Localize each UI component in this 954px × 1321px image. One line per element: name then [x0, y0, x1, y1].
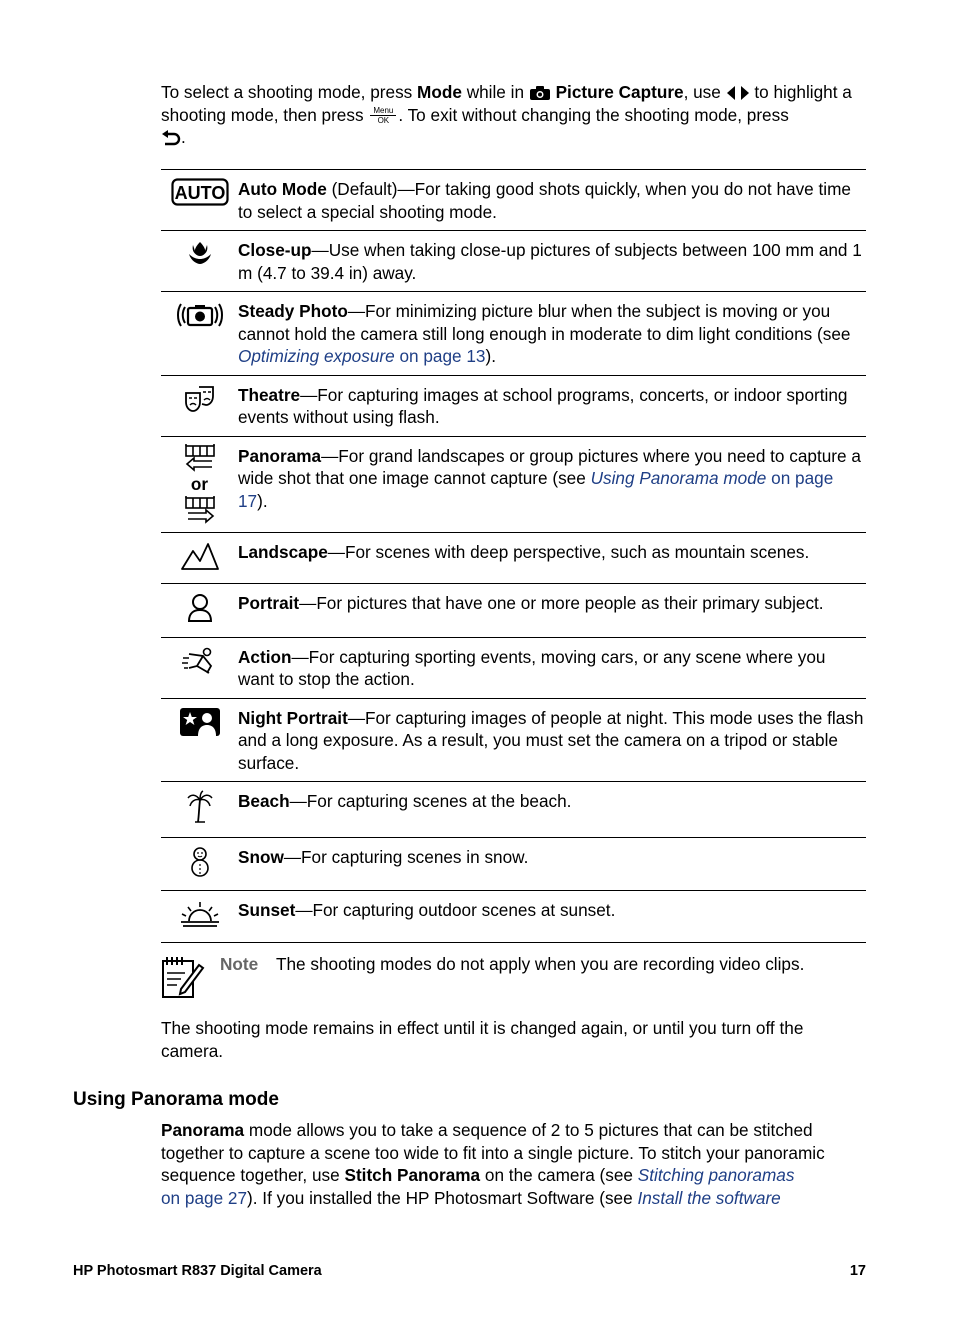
table-row: Close-up—Use when taking close-up pictures of subjects between 100 mm and 1 m (4.7 to 39.4 in) away. — [161, 231, 866, 292]
left-right-arrows-icon — [726, 85, 750, 101]
section-heading: Using Panorama mode — [73, 1089, 279, 1110]
table-row: Action—For capturing sporting events, moving cars, or any scene where you want to stop the action. — [161, 637, 866, 698]
footer-title: HP Photosmart R837 Digital Camera — [73, 1263, 322, 1279]
table-row: Portrait—For pictures that have one or more people as their primary subject. — [161, 584, 866, 638]
note-text: The shooting modes do not apply when you are recording video clips. — [276, 954, 805, 974]
table-row: Steady Photo—For minimizing picture blur when the subject is moving or you cannot hold the camera still long enough in moderate to dim light conditions (see Optimizing exposure on page 13). — [161, 292, 866, 376]
mode-button-label: Mode — [417, 82, 462, 102]
macro-icon — [185, 239, 215, 267]
section-paragraph: Panorama mode allows you to take a sequence of 2 to 5 pictures that can be stitched together to capture a scene too wide to fit into a single picture. To stitch your panoramic sequence together, use Stitch Panorama on the camera (see Stitching panoramas on page 27). If you installed the HP Photosmart Software (see Install the software — [161, 1120, 825, 1208]
picture-capture-label: Picture Capture — [555, 82, 684, 102]
menu-ok-icon: Menu OK — [370, 106, 396, 125]
table-row: Theatre—For capturing images at school programs, concerts, or indoor sporting events without using flash. — [161, 375, 866, 436]
beach-icon — [185, 790, 215, 824]
intro-paragraph: To select a shooting mode, press Mode while in Picture Capture, use to highlight a shooting mode, then press Menu OK . To exit without changing the shooting mode, press . — [161, 82, 852, 147]
table-row: or Panorama—For grand landscapes or group pictures where you need to capture a wide shot that one image cannot capture (see Using Panorama mode on page 17). — [161, 436, 866, 532]
table-row: Night Portrait—For capturing images of people at night. This mode uses the flash and a long exposure. As a result, you must set the camera on a tripod or stable surface. — [161, 698, 866, 782]
camera-icon — [529, 85, 551, 101]
body-paragraph: The shooting mode remains in effect until it is changed again, or until you turn off the camera. — [161, 1018, 804, 1061]
landscape-icon — [180, 541, 220, 571]
snow-icon — [188, 846, 212, 878]
install-software-link[interactable]: Install the software — [637, 1187, 781, 1208]
panorama-left-icon — [184, 443, 216, 473]
theatre-icon — [183, 384, 217, 414]
shooting-modes-table — [161, 169, 866, 943]
table-row: Landscape—For scenes with deep perspective, such as mountain scenes. — [161, 532, 866, 584]
back-arrow-icon — [161, 130, 181, 146]
auto-icon-text: AUTO — [174, 183, 225, 203]
stitching-panoramas-link[interactable]: Stitching panoramas on page 27 — [161, 1165, 795, 1208]
panorama-right-icon — [184, 495, 216, 525]
or-label: or — [190, 473, 209, 494]
table-row: Sunset—For capturing outdoor scenes at sunset. — [161, 891, 866, 943]
page-number: 17 — [849, 1263, 866, 1279]
note-label: Note — [220, 954, 259, 974]
table-row: Snow—For capturing scenes in snow. — [161, 837, 866, 891]
note-icon — [161, 953, 205, 1003]
action-icon — [181, 646, 219, 678]
sunset-icon — [179, 899, 221, 929]
table-row: AUTO Auto Mode (Default)—For taking good shots quickly, when you do not have time to select a special shooting mode. — [161, 170, 866, 231]
table-row: Beach—For capturing scenes at the beach. — [161, 782, 866, 838]
night-portrait-icon — [179, 707, 221, 737]
auto-icon — [171, 178, 229, 206]
steady-photo-icon — [175, 300, 225, 330]
portrait-icon — [185, 592, 215, 624]
